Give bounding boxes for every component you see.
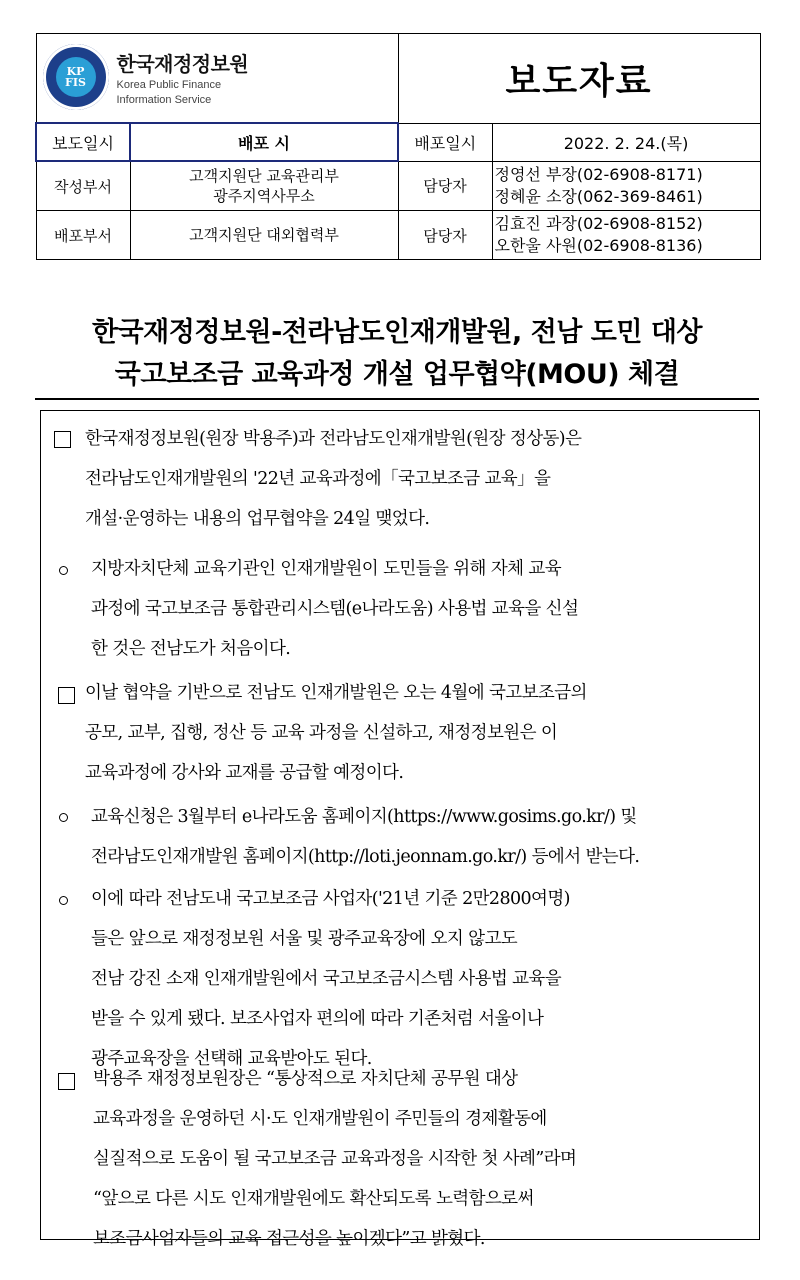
p5-line-5: 광주교육장을 선택해 교육받아도 된다. <box>91 1049 372 1069</box>
distrib-contact-line-2: 오한울 사원(02-6908-8136) <box>494 236 703 255</box>
author-contact-line-2: 정혜윤 소장(062-369-8461) <box>494 186 703 206</box>
author-dept-label: 작성부서 <box>36 161 130 211</box>
seal-text-1: KP <box>66 65 85 78</box>
p2-line-3: 한 것은 전남도가 처음이다. <box>91 639 291 659</box>
org-logo <box>43 44 249 110</box>
headline <box>35 312 759 396</box>
release-time-label: 보도일시 <box>36 123 130 161</box>
p4-line-2: 전라남도인재개발원 홈페이지(http://loti.jeonnam.go.kr/) 등에서 받는다. <box>91 847 640 867</box>
logo-cell <box>36 34 398 124</box>
p6-line-3: 실질적으로 도움이 될 국고보조금 교육과정을 시작한 첫 사례”라며 <box>93 1149 577 1169</box>
author-dept-line-1: 고객지원단 교육관리부 <box>189 167 339 185</box>
p1-line-1: 한국재정정보원(원장 박용주)과 전라남도인재개발원(원장 정상동)은 <box>85 429 582 449</box>
doc-type-title: 보도자료 <box>398 34 760 124</box>
p4-line-1: 교육신청은 3월부터 e나라도움 홈페이지(https://www.gosims.go.kr/) 및 <box>91 807 637 827</box>
paragraph-2 <box>91 549 749 669</box>
p1-line-2: 전라남도인재개발원의 '22년 교육과정에「국고보조금 교육」을 <box>85 469 551 489</box>
p3-line-3: 교육과정에 강사와 교재를 공급할 예정이다. <box>85 763 404 783</box>
p6-line-1: 박용주 재정정보원장은 “통상적으로 자치단체 공무원 대상 <box>93 1069 518 1089</box>
circle-bullet-icon <box>59 566 68 575</box>
p1-line-3: 개설·운영하는 내용의 업무협약을 24일 맺었다. <box>85 509 430 529</box>
square-bullet-icon <box>58 687 75 704</box>
author-contact-value <box>492 161 760 211</box>
kpfis-seal-icon <box>43 44 109 110</box>
author-dept-value <box>130 161 398 211</box>
distrib-dept-label: 배포부서 <box>36 211 130 260</box>
p3-line-2: 공모, 교부, 집행, 정산 등 교육 과정을 신설하고, 재정정보원은 이 <box>85 723 558 743</box>
org-name-en-2: Information Service <box>116 93 212 106</box>
distrib-contact-label: 담당자 <box>398 211 492 260</box>
author-contact-line-1: 정영선 부장(02-6908-8171) <box>494 164 703 184</box>
distrib-contact-value <box>492 211 760 260</box>
circle-bullet-icon <box>59 813 68 822</box>
p5-line-4: 받을 수 있게 됐다. 보조사업자 편의에 따라 기존처럼 서울이나 <box>91 1009 544 1029</box>
distrib-contact-line-1: 김효진 과장(02-6908-8152) <box>494 214 703 233</box>
circle-bullet-icon <box>59 896 68 905</box>
p2-line-2: 과정에 국고보조금 통합관리시스템(e나라도움) 사용법 교육을 신설 <box>91 599 579 619</box>
paragraph-4 <box>91 797 749 877</box>
headline-line-1: 한국재정정보원-전라남도인재개발원, 전남 도민 대상 <box>92 317 702 348</box>
author-contact-label: 담당자 <box>398 161 492 211</box>
p3-line-1: 이날 협약을 기반으로 전남도 인재개발원은 오는 4월에 국고보조금의 <box>85 683 587 703</box>
p6-line-4: “앞으로 다른 시도 인재개발원에도 확산되도록 노력함으로써 <box>93 1189 534 1209</box>
p6-line-2: 교육과정을 운영하던 시·도 인재개발원이 주민들의 경제활동에 <box>93 1109 547 1129</box>
paragraph-3 <box>85 673 749 793</box>
distribution-date-label: 배포일시 <box>398 123 492 161</box>
p2-line-1: 지방자치단체 교육기관인 인재개발원이 도민들을 위해 자체 교육 <box>91 559 562 579</box>
title-divider <box>35 398 759 400</box>
square-bullet-icon <box>58 1073 75 1090</box>
seal-text-2: FIS <box>65 76 86 89</box>
release-time-value: 배포 시 <box>130 123 398 161</box>
paragraph-5 <box>91 879 749 1079</box>
square-bullet-icon <box>54 431 71 448</box>
org-name-ko: 한국재정정보원 <box>116 51 249 76</box>
body-box <box>40 410 760 1249</box>
paragraph-6 <box>93 1059 749 1259</box>
headline-line-2: 국고보조금 교육과정 개설 업무협약(MOU) 체결 <box>114 359 680 390</box>
p5-line-3: 전남 강진 소재 인재개발원에서 국고보조금시스템 사용법 교육을 <box>91 969 562 989</box>
p5-line-1: 이에 따라 전남도내 국고보조금 사업자('21년 기준 2만2800여명) <box>91 889 570 909</box>
distrib-dept-value: 고객지원단 대외협력부 <box>130 211 398 260</box>
distribution-date-value: 2022. 2. 24.(목) <box>492 123 760 161</box>
press-header-table <box>35 33 761 260</box>
p5-line-2: 들은 앞으로 재정정보원 서울 및 광주교육장에 오지 않고도 <box>91 929 518 949</box>
org-name-en-1: Korea Public Finance <box>116 78 222 91</box>
paragraph-1 <box>85 419 749 539</box>
author-dept-line-2: 광주지역사무소 <box>213 187 315 205</box>
p6-line-5: 보조금사업자들의 교육 접근성을 높이겠다”고 밝혔다. <box>93 1229 485 1249</box>
